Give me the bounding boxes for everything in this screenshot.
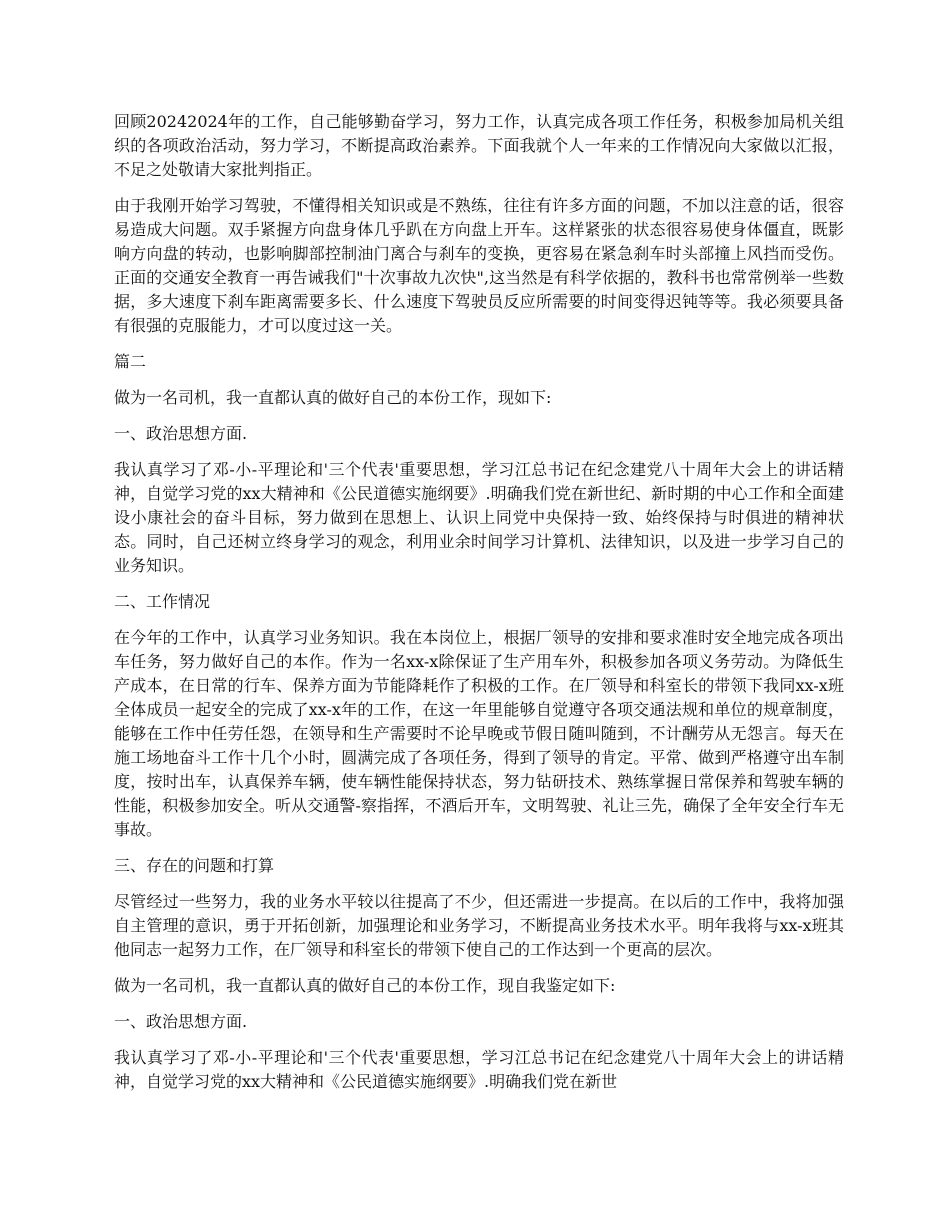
- document-body: [114, 110, 844, 1106]
- section-heading-political-thought: 一、政治思想方面.: [114, 424, 248, 443]
- political-thought-paragraph-repeat: 我认真学习了邓-小-平理论和'三个代表'重要思想，学习江总书记在纪念建党八十周年大会上的讲话精神，自觉学习党的xx大精神和《公民道德实施纲要》.明确我们党在新世: [114, 1048, 844, 1091]
- section-heading-part-two: 篇二: [114, 352, 147, 371]
- section-heading-work-situation: 二、工作情况: [114, 592, 211, 611]
- driver-intro-paragraph: 做为一名司机，我一直都认真的做好自己的本份工作，现如下:: [114, 388, 552, 407]
- work-situation-paragraph: 在今年的工作中，认真学习业务知识。我在本岗位上，根据厂领导的安排和要求准时安全地完成各项出车任务，努力做好自己的本作。作为一名xx-x除保证了生产用车外，积极参加各项义务劳动。为降低生产成本，在日常的行车、保养方面为节能降耗作了积极的工作。在厂领导和科室长的带领下我同xx-x班全体成员一起安全的完成了xx-x年的工作，在这一年里能够自觉遵守各项交通法规和单位的规章制度，能够在工作中任劳任怨，在领导和生产需要时不论早晚或节假日随叫随到，不计酬劳从无怨言。每天在施工场地奋斗工作十几个小时，圆满完成了各项任务，得到了领导的肯定。平常、做到严格遵守出车制度，按时出车，认真保养车辆，使车辆性能保持状态，努力钻研技术、熟练掌握日常保养和驾驶车辆的性能，积极参加安全。听从交通警-察指挥，不酒后开车，文明驾驶、礼让三先，确保了全年安全行车无事故。: [114, 628, 844, 839]
- section-heading-problems-plans: 三、存在的问题和打算: [114, 856, 275, 875]
- problems-plans-paragraph: 尽管经过一些努力，我的业务水平较以往提高了不少，但还需进一步提高。在以后的工作中，我将加强自主管理的意识，勇于开拓创新，加强理论和业务学习，不断提高业务技术水平。明年我将与xx-x班其他同志一起努力工作，在厂领导和科室长的带领下使自己的工作达到一个更高的层次。: [114, 892, 844, 959]
- section-heading-political-thought-repeat: 一、政治思想方面.: [114, 1012, 248, 1031]
- intro-paragraph: 回顾20242024年的工作，自己能够勤奋学习，努力工作，认真完成各项工作任务，积极参加局机关组织的各项政治活动，努力学习，不断提高政治素养。下面我就个人一年来的工作情况向大家做以汇报，不足之处敬请大家批判指正。: [114, 112, 844, 179]
- driving-learning-paragraph: 由于我刚开始学习驾驶，不懂得相关知识或是不熟练，往往有许多方面的问题，不加以注意的话，很容易造成大问题。双手紧握方向盘身体几乎趴在方向盘上开车。这样紧张的状态很容易使身体僵直，既影响方向盘的转动，也影响脚部控制油门离合与刹车的变换，更容易在紧急刹车时头部撞上风挡而受伤。正面的交通安全教育一再告诫我们"十次事故九次快",这当然是有科学依据的，教科书也常常例举一些数据，多大速度下刹车距离需要多长、什么速度下驾驶员反应所需要的时间变得迟钝等等。我必须要具备有很强的克服能力，才可以度过这一关。: [114, 196, 844, 335]
- self-assessment-intro-paragraph: 做为一名司机，我一直都认真的做好自己的本份工作，现自我鉴定如下:: [114, 976, 616, 995]
- political-thought-paragraph: 我认真学习了邓-小-平理论和'三个代表'重要思想，学习江总书记在纪念建党八十周年大会上的讲话精神，自觉学习党的xx大精神和《公民道德实施纲要》.明确我们党在新世纪、新时期的中心工作和全面建设小康社会的奋斗目标，努力做到在思想上、认识上同党中央保持一致、始终保持与时俱进的精神状态。同时，自己还树立终身学习的观念，利用业余时间学习计算机、法律知识，以及进一步学习自己的业务知识。: [114, 460, 844, 575]
